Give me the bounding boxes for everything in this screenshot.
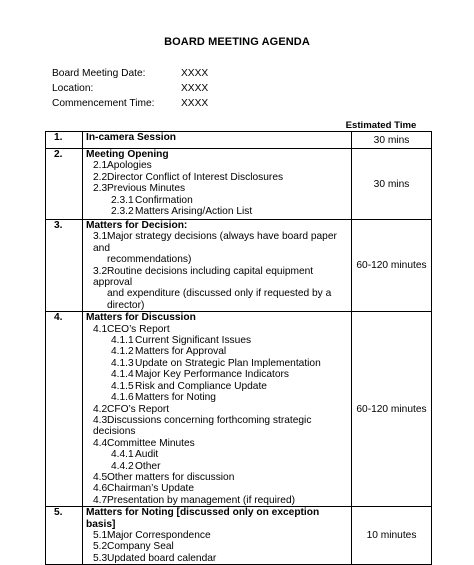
- agenda-item-number: 4.1.1: [111, 335, 134, 347]
- agenda-item-number: 4.3: [93, 414, 108, 426]
- agenda-item: [83, 183, 351, 194]
- agenda-item: [83, 553, 351, 564]
- agenda-item-text: Audit: [135, 449, 159, 461]
- agenda-item-text: Major Key Performance Indicators: [135, 369, 290, 381]
- agenda-item: [83, 472, 351, 483]
- agenda-item: [83, 530, 351, 541]
- agenda-item-text: Updated board calendar: [107, 552, 217, 564]
- agenda-item-text: Other: [135, 460, 161, 472]
- agenda-item-number: 5.3: [93, 552, 108, 564]
- agenda-item: [83, 346, 351, 357]
- agenda-item-text: Previous Minutes: [107, 183, 186, 195]
- meta-row-location: [52, 82, 292, 96]
- agenda-item: [83, 335, 351, 346]
- agenda-item-number: 4.1: [93, 323, 108, 335]
- agenda-item: [83, 160, 351, 171]
- agenda-item: [83, 195, 351, 206]
- agenda-item: [83, 541, 351, 552]
- agenda-item-continuation: recommendations): [107, 254, 192, 266]
- meta-label: Commencement Time:: [52, 98, 155, 109]
- agenda-item-number: 4.2: [93, 403, 108, 415]
- section-estimated-time: 10 minutes: [352, 507, 432, 565]
- meta-value: XXXX: [181, 98, 209, 109]
- agenda-item-text: Apologies: [107, 160, 152, 172]
- agenda-item-text: CFO’s Report: [107, 403, 170, 415]
- agenda-item-number: 4.7: [93, 494, 108, 506]
- agenda-item-text: Matters Arising/Action List: [135, 206, 253, 218]
- agenda-item: [83, 369, 351, 380]
- agenda-item-number: 2.1: [93, 160, 108, 172]
- meta-value: XXXX: [181, 68, 209, 79]
- agenda-item-text: Major Correspondence: [107, 529, 211, 541]
- agenda-section-row: [46, 149, 432, 220]
- agenda-item-number: 5.2: [93, 541, 108, 553]
- section-title: Matters for Decision:: [86, 220, 188, 231]
- agenda-item-number: 4.1.6: [111, 392, 134, 404]
- agenda-item-number: 5.1: [93, 529, 108, 541]
- agenda-item-number: 4.1.4: [111, 369, 134, 381]
- agenda-item: [83, 392, 351, 403]
- meta-label: Location:: [52, 83, 94, 94]
- agenda-item-number: 4.1.3: [111, 357, 134, 369]
- agenda-item-text: Chairman’s Update: [107, 483, 195, 495]
- agenda-item-text: Confirmation: [135, 194, 193, 206]
- agenda-item: [83, 266, 351, 289]
- estimated-time-header: Estimated Time: [345, 120, 417, 131]
- section-title: Matters for Noting [discussed only on exception basis]: [86, 507, 320, 530]
- agenda-item-number: 3.1: [93, 231, 108, 243]
- agenda-item-text: Committee Minutes: [107, 437, 195, 449]
- page-title: BOARD MEETING AGENDA: [164, 36, 310, 48]
- section-number: 1.: [46, 132, 83, 149]
- section-content: [83, 312, 352, 507]
- agenda-item-text: Other matters for discussion: [107, 471, 235, 483]
- section-number: 3.: [46, 220, 83, 312]
- agenda-item-number: 4.1.5: [111, 380, 134, 392]
- meta-row-time: [52, 97, 292, 111]
- agenda-item-text: Company Seal: [107, 541, 174, 553]
- agenda-item: [83, 172, 351, 183]
- agenda-item-text: CEO’s Report: [107, 323, 170, 335]
- agenda-item-number: 4.4.1: [111, 449, 134, 461]
- agenda-item-text: Major strategy decisions (always have board paper and: [93, 231, 337, 254]
- section-content: [83, 149, 352, 220]
- agenda-item-text: Current Significant Issues: [135, 335, 252, 347]
- agenda-item-number: 4.1.2: [111, 346, 134, 358]
- section-estimated-time: 60-120 minutes: [352, 312, 432, 507]
- agenda-section-row: [46, 132, 432, 149]
- agenda-item-number: 4.4.2: [111, 460, 134, 472]
- agenda-item: [83, 461, 351, 472]
- agenda-item: [83, 231, 351, 254]
- section-content: [83, 132, 352, 149]
- agenda-item: [83, 358, 351, 369]
- agenda-item-text: Discussions concerning forthcoming strategic decisions: [93, 414, 312, 438]
- agenda-item-text: Matters for Noting: [135, 392, 216, 404]
- agenda-item-text: Presentation by management (if required): [107, 494, 296, 506]
- agenda-section-row: [46, 220, 432, 312]
- meta-row-date: [52, 67, 292, 81]
- agenda-item-number: 4.5: [93, 471, 108, 483]
- section-title: Meeting Opening: [86, 149, 169, 160]
- agenda-item: [83, 415, 351, 438]
- agenda-item-number: 2.2: [93, 171, 108, 183]
- agenda-item-continuation: and expenditure (discussed only if requested by a: [107, 288, 332, 300]
- agenda-item-text: Matters for Approval: [135, 346, 227, 358]
- section-number: 5.: [46, 507, 83, 565]
- agenda-item: [83, 483, 351, 494]
- section-estimated-time: 30 mins: [352, 132, 432, 149]
- section-content: [83, 220, 352, 312]
- section-estimated-time: 60-120 minutes: [352, 220, 432, 312]
- agenda-item: [83, 381, 351, 392]
- agenda-item-number: 2.3.1: [111, 194, 134, 206]
- agenda-item-text: Update on Strategic Plan Implementation: [135, 357, 321, 369]
- agenda-item-text: Director Conflict of Interest Disclosures: [107, 171, 284, 183]
- agenda-item-number: 2.3: [93, 183, 108, 195]
- agenda-item-text: Risk and Compliance Update: [135, 380, 267, 392]
- agenda-item-number: 4.6: [93, 483, 108, 495]
- agenda-item-number: 4.4: [93, 437, 108, 449]
- agenda-item: [83, 324, 351, 335]
- agenda-item-text: Routine decisions including capital equipment approval: [93, 265, 314, 289]
- meta-value: XXXX: [181, 83, 209, 94]
- agenda-table: [45, 131, 432, 565]
- agenda-section-row: [46, 312, 432, 507]
- agenda-section-row: [46, 507, 432, 565]
- agenda-item: [83, 495, 351, 506]
- section-content: [83, 507, 352, 565]
- agenda-item: [83, 438, 351, 449]
- section-number: 2.: [46, 149, 83, 220]
- agenda-item-number: 3.2: [93, 265, 108, 277]
- agenda-item: [83, 404, 351, 415]
- agenda-item-continuation: director): [107, 299, 145, 311]
- agenda-item: [83, 206, 351, 217]
- section-title: Matters for Discussion: [86, 312, 196, 324]
- meta-label: Board Meeting Date:: [52, 68, 146, 79]
- section-title: In-camera Session: [86, 132, 177, 143]
- agenda-item: [83, 449, 351, 460]
- section-number: 4.: [46, 312, 83, 507]
- section-estimated-time: 30 mins: [352, 149, 432, 220]
- agenda-item-number: 2.3.2: [111, 206, 134, 218]
